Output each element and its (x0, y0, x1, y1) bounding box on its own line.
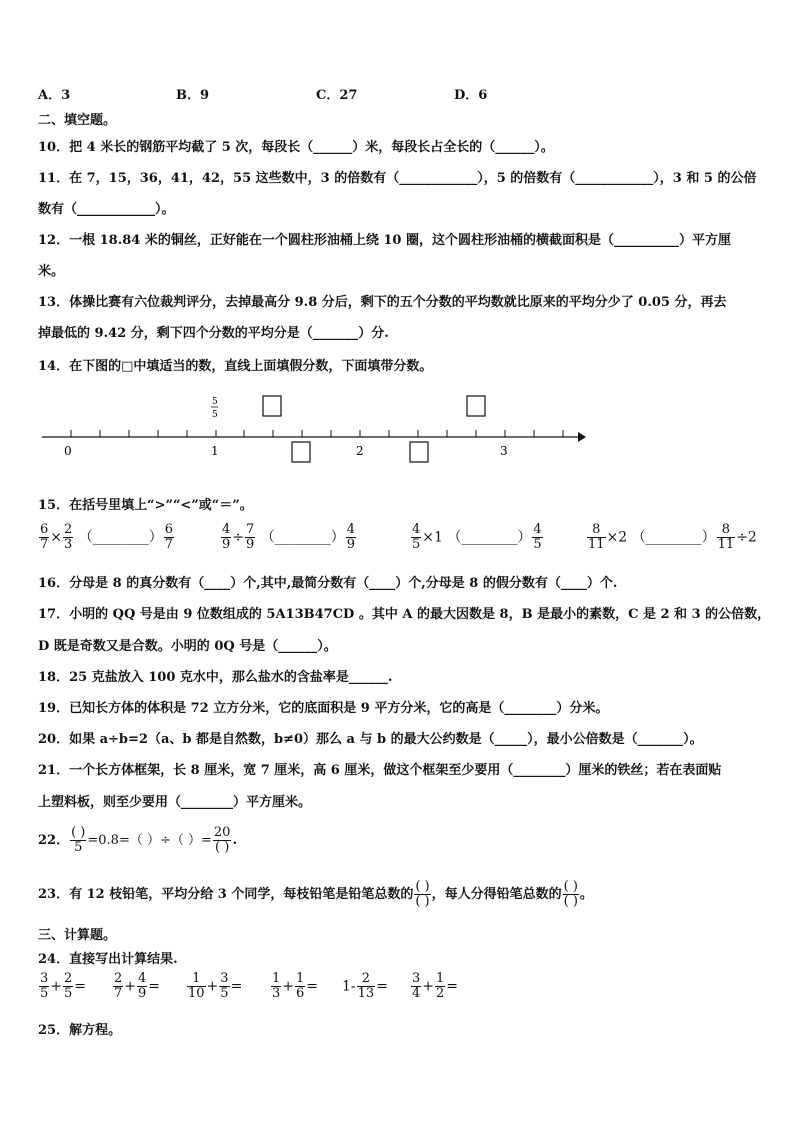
q24-expression-3: $\frac{1}{10}$ + $\frac{3}{5}$ = (188, 971, 243, 1001)
label-3: 3 (500, 444, 508, 458)
number-line-figure (30, 390, 590, 470)
question-13-line1: 13．体操比赛有六位裁判评分，去掉最高分 9.8 分后，剩下的五个分数的平均数就比原来的平均分少了 0.05 分，再去 (38, 295, 727, 310)
q15-expression-1: $\frac{6}{7}$ × $\frac{2}{3}$ （________） $\frac{6}{7}$ (40, 522, 174, 552)
question-21-line2: 上塑料板，则至少要用（________）平方厘米。 (38, 795, 312, 810)
question-11-line1: 11．在 7，15，36，41，42，55 这些数中，3 的倍数有（____________），5 的倍数有（____________），3 和 5 的公倍 (38, 171, 757, 186)
question-20: 20．如果 a÷b=2（a、b 都是自然数，b≠0）那么 a 与 b 的最大公约数是（_____），最小公倍数是（_______）。 (38, 732, 703, 747)
label-2: 2 (356, 444, 364, 458)
question-15: 15．在括号里填上“>”“<”或“＝”。 (38, 498, 253, 513)
comparison-blank[interactable]: （________） (631, 529, 716, 546)
question-13-line2: 掉最低的 9.42 分，剩下四个分数的平均分是（_______）分. (38, 326, 389, 341)
question-23: 23．有 12 枝铅笔，平均分给 3 个同学，每枝铅笔是铅笔总数的 $\frac{( )}{( )}$ ，每人分得铅笔总数的 $\frac{( )}{( )}$ 。 (38, 879, 593, 909)
section-fill-blank-heading: 二、填空题。 (38, 113, 117, 128)
comparison-blank[interactable]: （________） (447, 529, 532, 546)
q24-expression-1: $\frac{3}{5}$ + $\frac{2}{5}$ = (40, 971, 87, 1001)
q24-expression-6: $\frac{3}{4}$ + $\frac{1}{2}$ = (412, 971, 459, 1001)
answer-box-below-2[interactable] (410, 442, 428, 462)
question-24: 24．直接写出计算结果. (38, 952, 178, 967)
question-11-line2: 数有（____________）。 (38, 202, 175, 217)
question-16: 16．分母是 8 的真分数有（____）个,其中,最简分数有（____）个,分母是 8 的假分数有（____）个. (38, 576, 618, 591)
choice-c: C．27 (316, 88, 358, 103)
comparison-blank[interactable]: （________） (78, 529, 163, 546)
question-18: 18．25 克盐放入 100 克水中，那么盐水的含盐率是______. (38, 670, 393, 685)
fraction-denominator: 5 (212, 410, 218, 420)
question-12-line2: 米。 (38, 264, 65, 279)
comparison-blank[interactable]: （________） (260, 529, 345, 546)
answer-box-above-1[interactable] (263, 396, 281, 416)
question-12-line1: 12．一根 18.84 米的铜丝，正好能在一个圆柱形油桶上绕 10 圈，这个圆柱形油桶的横截面积是（__________）平方厘 (38, 233, 731, 248)
label-0: 0 (64, 444, 72, 458)
label-1: 1 (211, 444, 219, 458)
question-25: 25．解方程。 (38, 1023, 122, 1038)
question-17-line1: 17．小明的 QQ 号是由 9 位数组成的 5A13B47CD 。其中 A 的最大因数是 8，B 是最小的素数，C 是 2 和 3 的公倍数， (38, 607, 771, 622)
question-17-line2: D 既是奇数又是合数。小明的 0Q 号是（______）。 (38, 639, 337, 654)
q24-expression-5: 1- $\frac{2}{13}$ = (342, 971, 388, 1001)
q24-expression-2: $\frac{2}{7}$ + $\frac{4}{9}$ = (114, 971, 161, 1001)
q15-expression-2: $\frac{4}{9}$ ÷ $\frac{7}{9}$ （________） $\frac{4}{9}$ (222, 522, 356, 552)
q24-expression-4: $\frac{1}{3}$ + $\frac{1}{6}$ = (272, 971, 319, 1001)
choice-b: B．9 (176, 88, 210, 103)
number-line-ticks (71, 430, 563, 437)
fraction-numerator: 5 (212, 397, 218, 407)
question-14: 14．在下图的□中填适当的数，直线上面填假分数，下面填带分数。 (38, 359, 433, 374)
answer-box-below-1[interactable] (292, 442, 310, 462)
choice-d: D．6 (454, 88, 488, 103)
section-calculation-heading: 三、计算题。 (38, 928, 117, 943)
question-10: 10．把 4 米长的钢筋平均截了 5 次，每段长（______）米，每段长占全长的（______）。 (38, 140, 554, 155)
choice-a: A．3 (38, 88, 71, 103)
answer-box-above-2[interactable] (467, 396, 485, 416)
q15-expression-4: $\frac{8}{11}$ ×2 （________） $\frac{8}{11}$ ÷2 (588, 522, 757, 552)
question-22: 22． $\frac{( )}{5}$ =0.8=（ ）÷（ ）= $\frac{20}{( )}$ . (38, 825, 237, 855)
q15-expression-3: $\frac{4}{5}$ ×1 （________） $\frac{4}{5}$ (412, 522, 542, 552)
arrow-head-icon (578, 432, 586, 442)
question-19: 19．已知长方体的体积是 72 立方分米，它的底面积是 9 平方分米，它的高是（________）分米。 (38, 701, 609, 716)
question-21-line1: 21．一个长方体框架，长 8 厘米，宽 7 厘米，高 6 厘米，做这个框架至少要用（________）厘米的铁丝；若在表面贴 (38, 763, 722, 778)
